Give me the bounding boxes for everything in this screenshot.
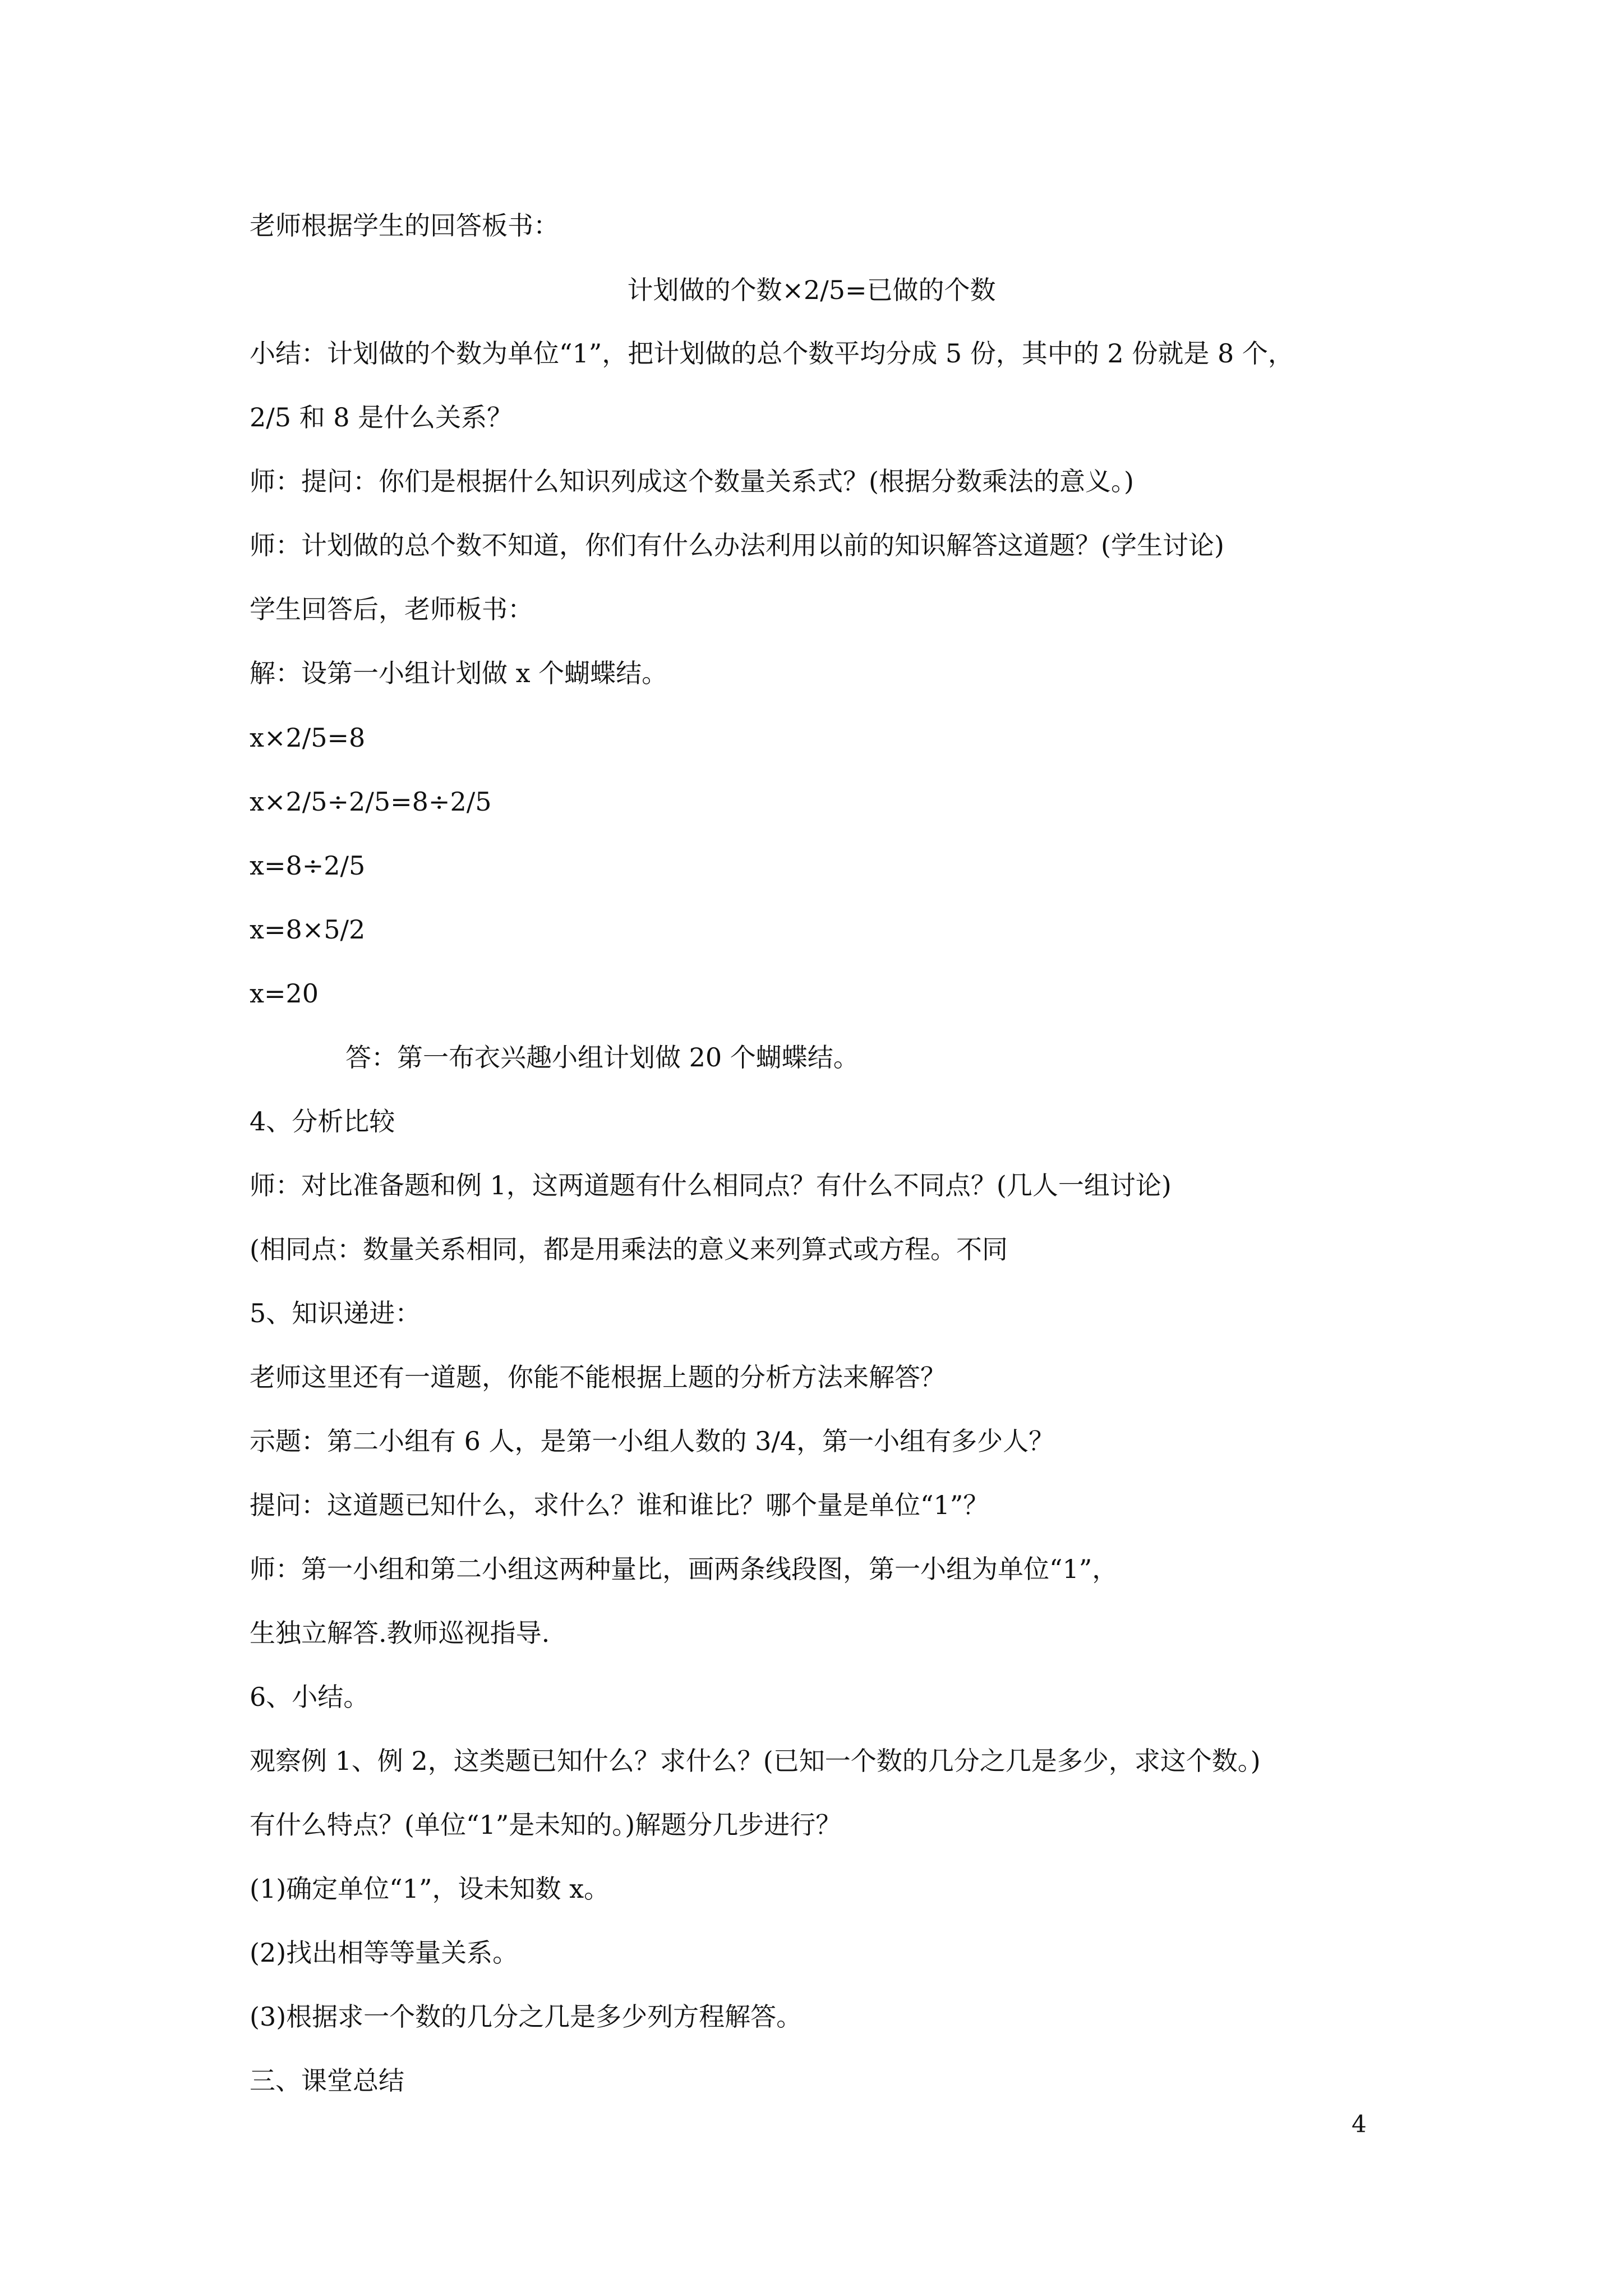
equation-line: x=20 (250, 978, 319, 1009)
section-heading: 5、知识递进： (250, 1298, 421, 1328)
text-line: 解：设第一小组计划做 x 个蝴蝶结。 (250, 658, 668, 688)
text-line: 有什么特点？(单位“1”是未知的。)解题分几步进行？ (250, 1810, 842, 1840)
text-line: 老师这里还有一道题，你能不能根据上题的分析方法来解答？ (250, 1362, 946, 1392)
text-line: 老师根据学生的回答板书： (250, 210, 559, 241)
text-line: 2/5 和 8 是什么关系？ (250, 402, 513, 432)
text-line: 师：提问：你们是根据什么知识列成这个数量关系式？(根据分数乘法的意义。) (250, 466, 1134, 496)
equation-line: x=8÷2/5 (250, 850, 366, 881)
step-line: (3)根据求一个数的几分之几是多少列方程解答。 (250, 2001, 803, 2032)
text-line: 学生回答后，老师板书： (250, 594, 533, 624)
text-line: 提问：这道题已知什么，求什么？谁和谁比？哪个量是单位“1”？ (250, 1490, 989, 1520)
text-line: 师：第一小组和第二小组这两种量比，画两条线段图，第一小组为单位“1”， (250, 1554, 1118, 1584)
section-heading: 6、小结。 (250, 1682, 370, 1712)
equation-line: x=8×5/2 (250, 914, 366, 945)
step-line: (1)确定单位“1”，设未知数 x。 (250, 1874, 610, 1904)
text-line: 师：计划做的总个数不知道，你们有什么办法利用以前的知识解答这道题？(学生讨论) (250, 530, 1224, 560)
step-line: (2)找出相等等量关系。 (250, 1938, 519, 1968)
text-line: 小结：计划做的个数为单位“1”，把计划做的总个数平均分成 5 份，其中的 2 份就是 8 个， (250, 338, 1294, 369)
text-line: 示题：第二小组有 6 人，是第一小组人数的 3/4，第一小组有多少人？ (250, 1426, 1055, 1456)
text-line: (相同点：数量关系相同，都是用乘法的意义来列算式或方程。不同 (250, 1234, 1008, 1264)
answer-line: 答：第一布衣兴趣小组计划做 20 个蝴蝶结。 (345, 1042, 859, 1073)
text-line: 师：对比准备题和例 1，这两道题有什么相同点？有什么不同点？(几人一组讨论) (250, 1170, 1172, 1200)
equation-line: x×2/5÷2/5=8÷2/5 (250, 786, 492, 817)
page-number: 4 (1352, 2110, 1367, 2138)
text-line: 观察例 1、例 2，这类题已知什么？求什么？(已知一个数的几分之几是多少，求这个数。) (250, 1746, 1261, 1776)
section-heading: 4、分析比较 (250, 1106, 395, 1137)
equation-line: x×2/5=8 (250, 723, 366, 753)
text-line: 生独立解答.教师巡视指导. (250, 1618, 550, 1648)
section-heading: 三、课堂总结 (250, 2065, 404, 2096)
formula-heading: 计划做的个数×2/5=已做的个数 (627, 275, 996, 305)
